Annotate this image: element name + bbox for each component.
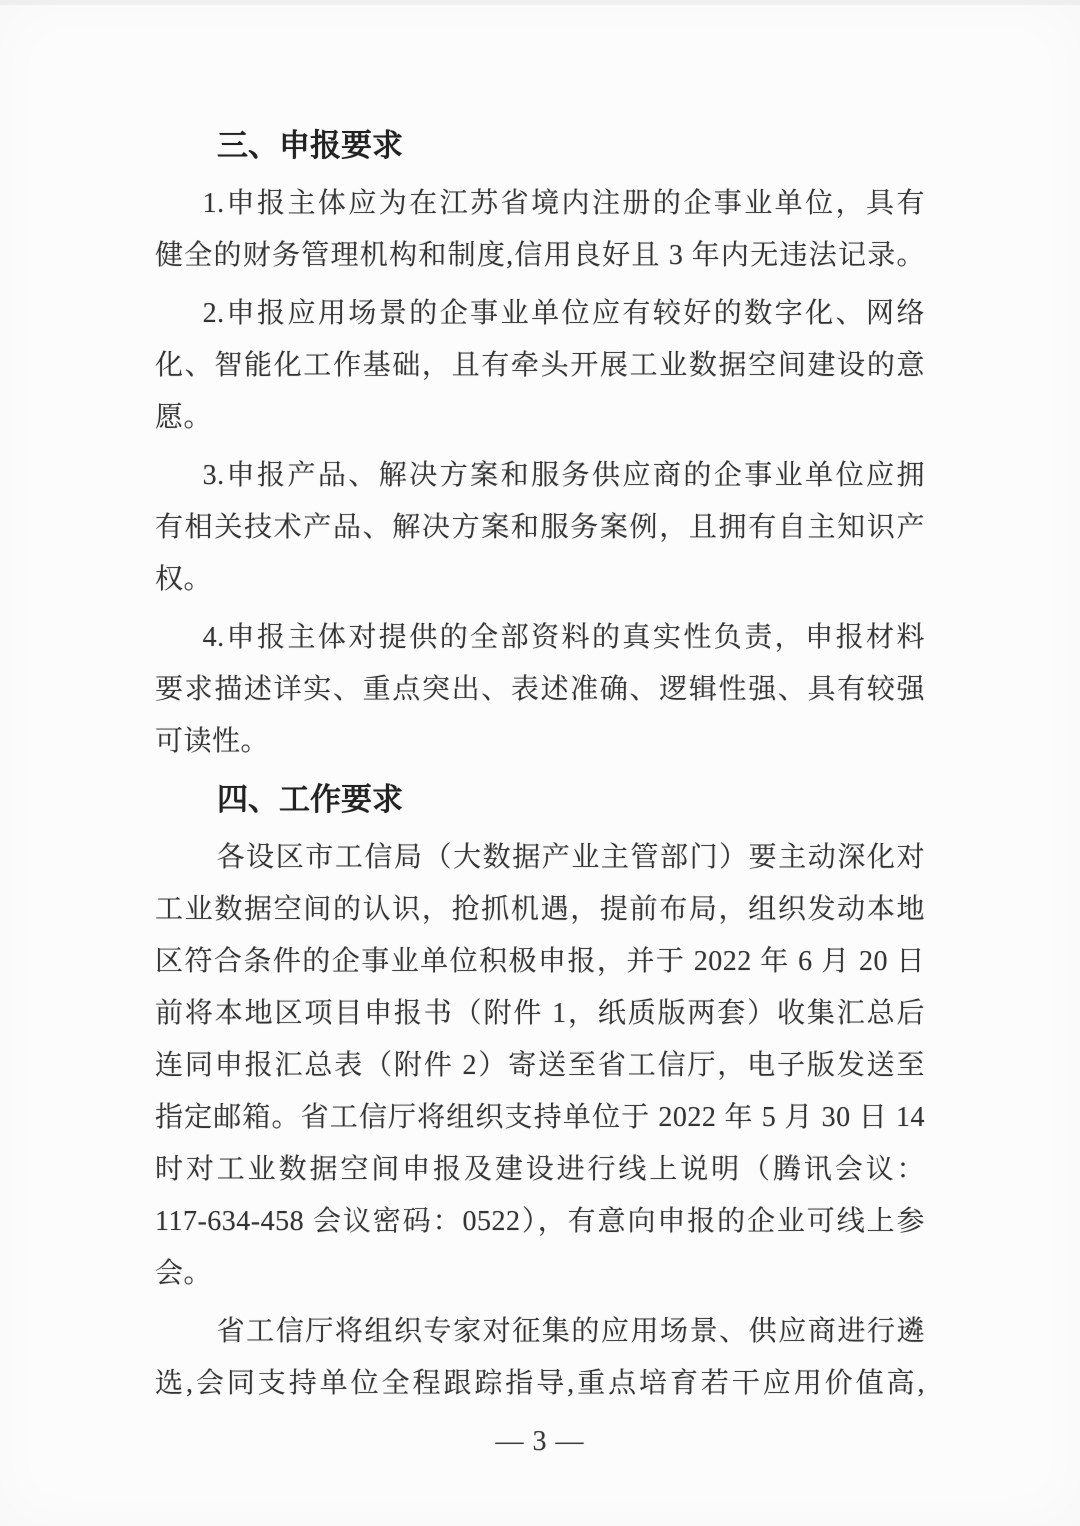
text-line: 健全的财务管理机构和制度,信用良好且 3 年内无违法记录。 — [155, 240, 925, 271]
text-line: 1.申报主体应为在江苏省境内注册的企事业单位，具有 — [202, 188, 925, 219]
text-line: 工业数据空间的认识，抢抓机遇，提前布局，组织发动本地 — [155, 894, 925, 925]
paragraph — [155, 178, 925, 282]
text-line: 化、智能化工作基础，且有牵头开展工业数据空间建设的意 — [155, 350, 925, 381]
text-line: 愿。 — [155, 402, 213, 433]
text-line: 省工信厅将组织专家对征集的应用场景、供应商进行遴 — [216, 1316, 925, 1347]
section-heading: 四、工作要求 — [217, 782, 403, 817]
text-line: 前将本地区项目申报书（附件 1，纸质版两套）收集汇总后 — [155, 998, 925, 1029]
text-line: 选,会同支持单位全程跟踪指导,重点培育若干应用价值高, — [155, 1368, 925, 1399]
paragraph — [155, 832, 925, 1300]
text-line: 2.申报应用场景的企事业单位应有较好的数字化、网络 — [202, 298, 925, 329]
text-line: 要求描述详实、重点突出、表述准确、逻辑性强、具有较强 — [155, 674, 925, 705]
section-heading: 三、申报要求 — [217, 128, 403, 163]
text-line: 权。 — [155, 564, 213, 595]
text-line: 117-634-458 会议密码：0522），有意向申报的企业可线上参 — [155, 1206, 925, 1237]
paragraph — [155, 1306, 925, 1410]
text-line: 各设区市工信局（大数据产业主管部门）要主动深化对 — [216, 842, 925, 873]
text-line: 可读性。 — [155, 726, 270, 757]
text-line: 时对工业数据空间申报及建设进行线上说明（腾讯会议： — [155, 1154, 925, 1185]
document-body — [155, 120, 925, 1410]
paragraph — [155, 450, 925, 606]
text-line: 4.申报主体对提供的全部资料的真实性负责，申报材料 — [202, 622, 925, 653]
text-line: 会。 — [155, 1258, 213, 1289]
text-line: 区符合条件的企事业单位积极申报，并于 2022 年 6 月 20 日 — [155, 946, 925, 977]
paragraph — [155, 288, 925, 444]
text-line: 有相关技术产品、解决方案和服务案例，且拥有自主知识产 — [155, 512, 925, 543]
text-line: 连同申报汇总表（附件 2）寄送至省工信厅，电子版发送至 — [155, 1050, 925, 1081]
paragraph — [155, 612, 925, 768]
text-line: 3.申报产品、解决方案和服务供应商的企事业单位应拥 — [202, 460, 925, 491]
page-number: — 3 — — [495, 1426, 585, 1457]
text-line: 指定邮箱。省工信厅将组织支持单位于 2022 年 5 月 30 日 14 — [155, 1102, 925, 1133]
